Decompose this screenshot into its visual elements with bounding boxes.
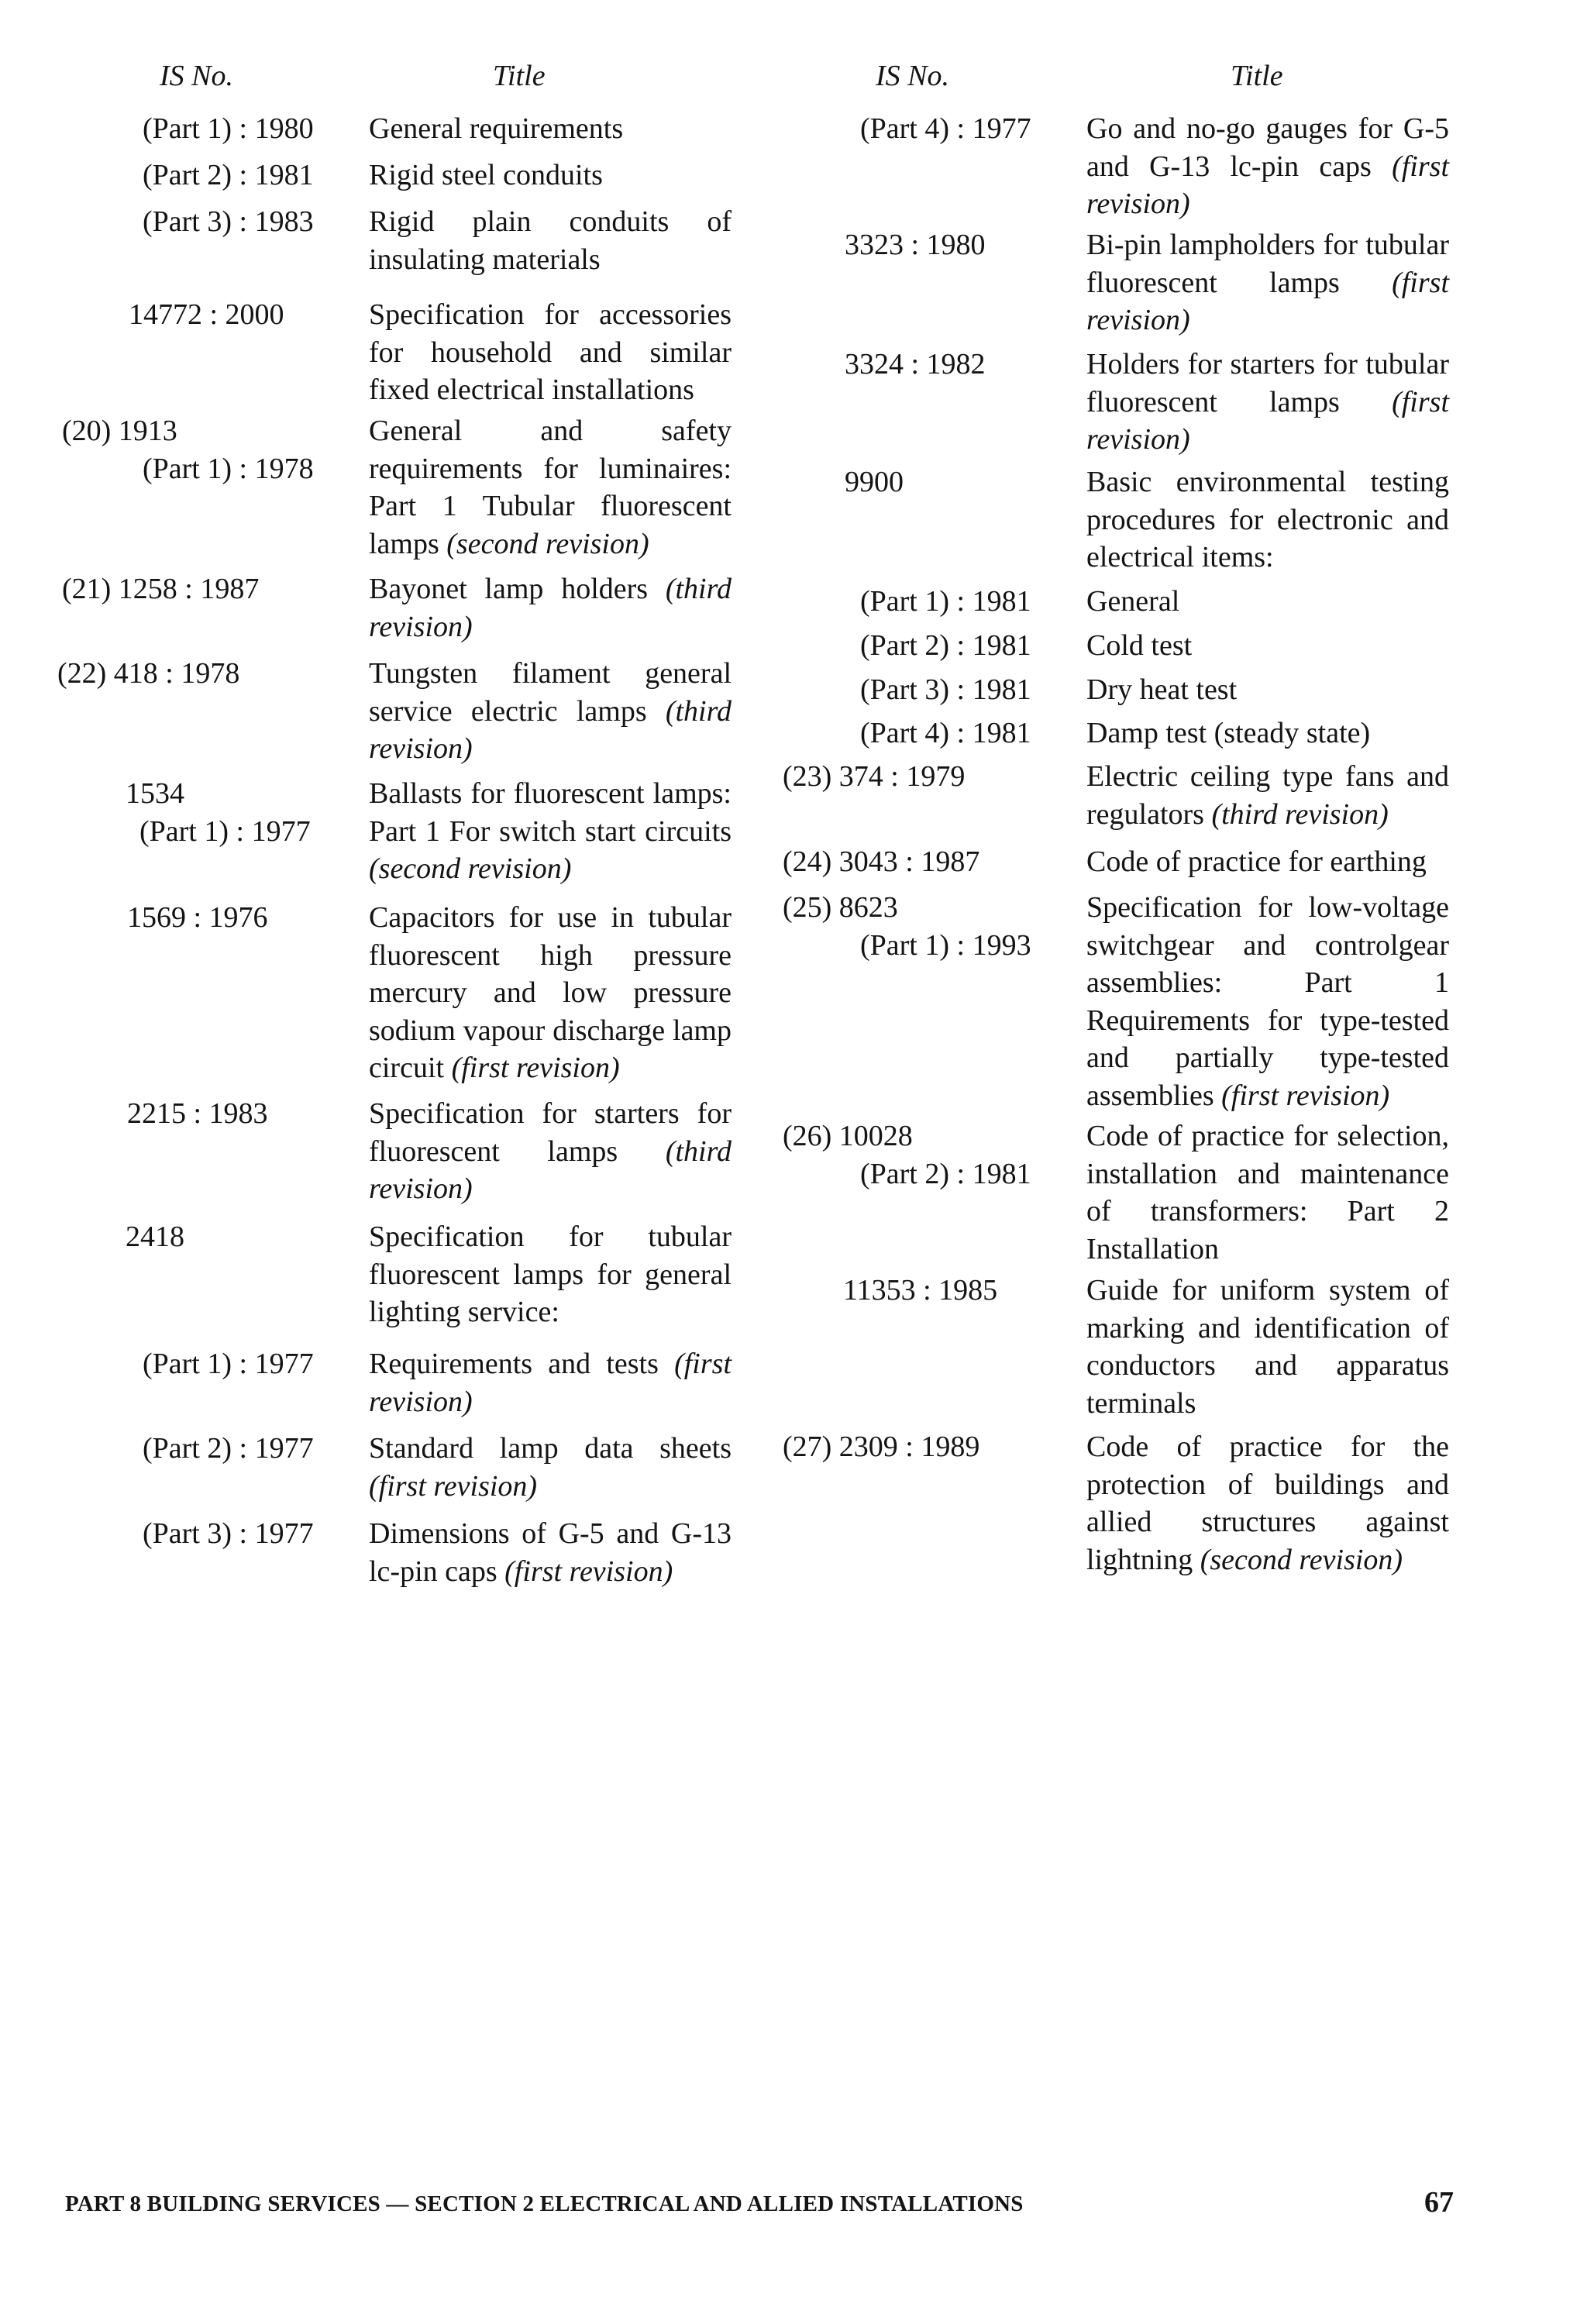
- revision-note: (first revision): [1086, 150, 1449, 220]
- standard-title-text: Basic environmental testing procedures for electronic and electrical items:: [1086, 466, 1449, 573]
- standard-number: [0, 110, 1031, 148]
- standard-number-line: (20) 1913: [62, 415, 177, 447]
- revision-note: (third revision): [369, 694, 732, 765]
- standard-number: [0, 758, 965, 796]
- standard-number: [0, 346, 986, 384]
- standard-number-line: (Part 2) : 1977: [143, 1432, 314, 1465]
- standard-title-text: Specification for starters for fluorescent lamps: [369, 1097, 732, 1168]
- standard-number: [0, 1272, 997, 1310]
- standard-number: [0, 889, 1031, 964]
- standard-title-text: Code of practice for the protection of buildings and allied structures against lightning: [1086, 1431, 1449, 1576]
- standard-number-line: (Part 1) : 1993: [860, 928, 1031, 962]
- standard-title: [1086, 583, 1449, 621]
- revision-note: (first revision): [1086, 385, 1449, 456]
- standard-title: [1086, 843, 1449, 881]
- standard-number-line: (Part 3) : 1983: [143, 205, 314, 238]
- standard-title-text: Holders for starters for tubular fluorescent lamps: [1086, 348, 1449, 418]
- standard-number: [0, 583, 1031, 621]
- standard-title-text: Specification for low-voltage switchgear and controlgear assemblies: Part 1 Requirements for type-tested and partially type-tested assemblies: [1086, 891, 1449, 1112]
- standard-title: [369, 1345, 732, 1420]
- standard-number-line: (Part 4) : 1977: [860, 112, 1031, 145]
- standard-title-text: Requirements and tests: [369, 1348, 675, 1380]
- standard-number-line: (Part 1) : 1977: [139, 814, 311, 848]
- standard-number-line: 1534: [126, 777, 184, 810]
- revision-note: (second revision): [1200, 1543, 1403, 1576]
- standard-number: [0, 463, 904, 501]
- standard-title-text: Go and no-go gauges for G-5 and G-13 lc-pin caps: [1086, 112, 1449, 183]
- left-isno-header: IS No.: [160, 60, 233, 92]
- right-title-header: Title: [1231, 60, 1283, 92]
- standard-title-text: Bayonet lamp holders: [369, 573, 666, 605]
- standard-number: [0, 1428, 979, 1466]
- standard-number-line: 3323 : 1980: [845, 229, 986, 261]
- revision-note: (first revision): [1086, 266, 1449, 336]
- standard-number-line: 3324 : 1982: [845, 348, 986, 380]
- standard-number-line: (Part 3) : 1981: [860, 673, 1031, 706]
- standard-number-line: 14772 : 2000: [129, 298, 284, 331]
- standard-number: [0, 627, 1031, 665]
- standard-title-text: Ballasts for fluorescent lamps: Part 1 For switch start circuits: [369, 777, 732, 848]
- standard-title-text: Code of practice for earthing: [1086, 845, 1427, 878]
- standard-title-text: General: [1086, 585, 1180, 618]
- revision-note: (second revision): [369, 852, 572, 885]
- standard-title: [1086, 758, 1449, 833]
- standard-title: [1086, 1272, 1449, 1422]
- standard-title: [1086, 463, 1449, 577]
- standard-title: [1086, 889, 1449, 1114]
- revision-note: (first revision): [504, 1554, 673, 1588]
- standard-number-line: 2215 : 1983: [127, 1097, 268, 1130]
- standard-number-line: 1569 : 1976: [127, 901, 268, 934]
- revision-note: (first revision): [369, 1348, 732, 1418]
- standard-number-line: (Part 2) : 1981: [143, 159, 314, 191]
- standard-number-line: (26) 10028: [783, 1120, 913, 1152]
- revision-note: (second revision): [446, 527, 649, 560]
- standard-number-line: (Part 3) : 1977: [143, 1517, 314, 1550]
- standard-title-text: Tungsten filament general service electric lamps: [369, 657, 732, 728]
- page-footer: PART 8 BUILDING SERVICES — SECTION 2 ELECTRICAL AND ALLIED INSTALLATIONS: [65, 2191, 1024, 2216]
- standard-number-line: (Part 1) : 1977: [143, 1348, 314, 1380]
- standard-number-line: (Part 2) : 1981: [860, 629, 1031, 662]
- standard-number-line: (25) 8623: [783, 891, 898, 924]
- standard-number: [0, 157, 314, 195]
- left-title-header: Title: [493, 60, 546, 92]
- standard-title-text: Bi-pin lampholders for tubular fluorescent lamps: [1086, 229, 1449, 299]
- standard-title: [1086, 671, 1449, 709]
- standard-title-text: Capacitors for use in tubular fluorescent high pressure mercury and low pressure sodium vapour discharge lamp circuit: [369, 901, 732, 1084]
- standard-title: [1086, 1428, 1449, 1579]
- standard-title-text: Damp test (steady state): [1086, 717, 1371, 749]
- revision-note: (third revision): [369, 573, 732, 643]
- revision-note: (first revision): [451, 1052, 620, 1084]
- standard-number-line: (21) 1258 : 1987: [62, 573, 260, 605]
- revision-note: (third revision): [369, 1134, 732, 1205]
- standard-number: [0, 1345, 314, 1383]
- standard-number-line: (27) 2309 : 1989: [783, 1431, 980, 1463]
- revision-note: (first revision): [369, 1469, 538, 1503]
- standard-title-text: Guide for uniform system of marking and identification of conductors and apparatus terminals: [1086, 1274, 1449, 1420]
- standard-number-line: 2418: [126, 1221, 184, 1253]
- standard-title: [1086, 346, 1449, 459]
- standard-number: [0, 1218, 184, 1256]
- revision-note: (first revision): [1221, 1079, 1390, 1112]
- standard-title: [369, 157, 732, 195]
- standard-title-text: Standard lamp data sheets: [369, 1432, 732, 1465]
- standard-number-line: 9900: [845, 466, 904, 498]
- standard-number-line: (Part 1) : 1980: [143, 112, 314, 145]
- standard-number-line: (22) 418 : 1978: [57, 657, 240, 690]
- standard-title-text: Specification for tubular fluorescent lamps for general lighting service:: [369, 1221, 732, 1328]
- standard-number-line: (23) 374 : 1979: [783, 760, 966, 793]
- standard-number-line: (Part 1) : 1981: [860, 585, 1031, 618]
- standard-number-line: 11353 : 1985: [843, 1274, 998, 1307]
- standard-number-line: (Part 2) : 1981: [860, 1157, 1031, 1190]
- standard-number-line: (24) 3043 : 1987: [783, 845, 980, 878]
- standard-title: [1086, 714, 1449, 752]
- standard-number-line: (Part 4) : 1981: [860, 717, 1031, 749]
- standard-number: [0, 1515, 314, 1553]
- standard-number: [0, 671, 1031, 709]
- standard-title-text: Rigid steel conduits: [369, 159, 603, 191]
- standard-number-line: (Part 1) : 1978: [143, 452, 314, 485]
- standard-number: [0, 1117, 1031, 1193]
- standard-title: [369, 1515, 732, 1590]
- standard-title-text: Rigid plain conduits of insulating materials: [369, 205, 732, 276]
- standard-title: [1086, 1117, 1449, 1268]
- standard-number: [0, 843, 979, 881]
- standard-title-text: Specification for accessories for household and similar fixed electrical installations: [369, 298, 732, 406]
- standard-title-text: Electric ceiling type fans and regulators: [1086, 760, 1449, 831]
- standard-title-text: Cold test: [1086, 629, 1193, 662]
- standard-number: [0, 714, 1031, 752]
- standard-title: [1086, 110, 1449, 223]
- standard-number: [0, 296, 284, 334]
- standard-title-text: General requirements: [369, 112, 624, 145]
- standard-title-text: Dry heat test: [1086, 673, 1238, 706]
- standard-title: [1086, 226, 1449, 339]
- page-number: 67: [1424, 2186, 1454, 2219]
- standard-title-text: Code of practice for selection, installation and maintenance of transformers: Part 2 Installation: [1086, 1120, 1449, 1265]
- standard-number: [0, 226, 986, 264]
- revision-note: (third revision): [1211, 797, 1389, 831]
- standard-title-text: General and safety requirements for luminaires: Part 1 Tubular fluorescent lamps: [369, 415, 732, 560]
- right-isno-header: IS No.: [876, 60, 949, 92]
- standard-title: [1086, 627, 1449, 665]
- standard-title-text: Dimensions of G-5 and G-13 lc-pin caps: [369, 1517, 732, 1588]
